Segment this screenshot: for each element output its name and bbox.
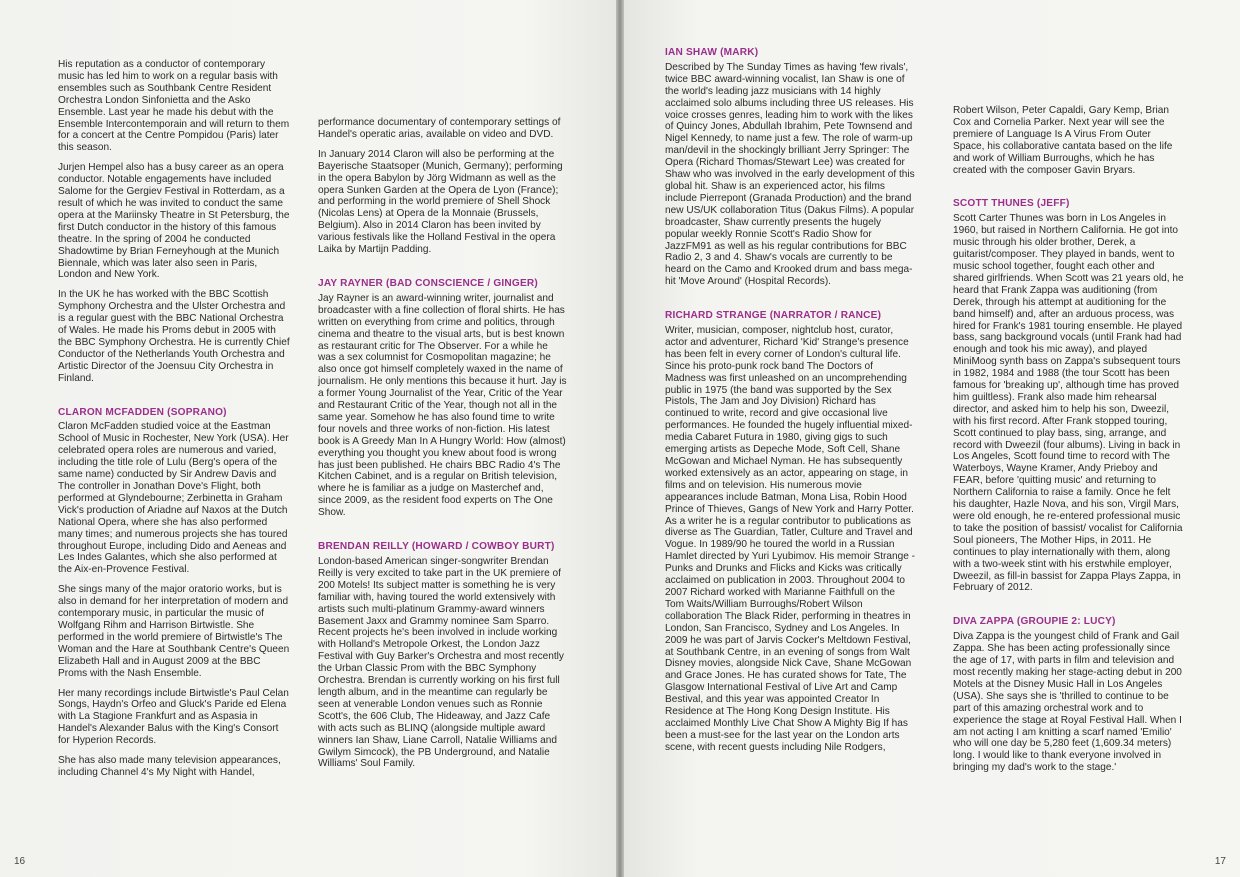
body-paragraph: She sings many of the major oratorio works, but is also in demand for her interpretation of modern and contemporary music, in particular the music of Wolfgang Rihm and Harrison Birtwistle. She performed in the world premiere of Birtwistle's The Woman and the Hare at Southbank Centre's Queen Elizabeth Hall and in August 2009 at the BBC Proms with the Nash Ensemble. — [58, 584, 290, 679]
body-paragraph: performance documentary of contemporary settings of Handel's operatic arias, available on video and DVD. — [318, 117, 561, 140]
page-number-right: 17 — [1214, 856, 1226, 867]
body-paragraph: His reputation as a conductor of contemporary music has led him to work on a regular basis with ensembles such as Southbank Centre Resident Orchestra London Sinfonietta and the Asko Ensemble. Last year he made his debut with the Ensemble Intercontemporain and will return to them for a concert at the Centre Pompidou (Paris) later this season. — [58, 59, 290, 154]
body-paragraph: Diva Zappa is the youngest child of Frank and Gail Zappa. She has been acting professionally since the age of 17, with parts in film and television and most recently making her stage-acting debut in 200 Motels at the Disney Music Hall in Los Angeles (USA). She says she is 'thrilled to continue to be part of this amazing orchestral work and to experience the stage at Royal Festival Hall. When I am not acting I am knitting a scarf named 'Emilio' who will one day be 5,280 feet (1,609.34 meters) long. I would like to thank everyone involved in bringing my dad's work to the stage.' — [953, 631, 1182, 774]
section-spacer — [953, 602, 1185, 616]
body-paragraph: Jurjen Hempel also has a busy career as an opera conductor. Notable engagements have included Salome for the Gergiev Festival in Rotterdam, as a result of which he was invited to conduct the same opera at the Mariinsky Theatre in St Petersburg, the first Dutch conductor in the history of this famous theatre. In the spring of 2004 he conducted Shadowtime by Brian Ferneyhough at the Munich Biennale, which was later also seen in Paris, London and New York. — [58, 162, 290, 281]
body-paragraph: She has also made many television appearances, including Channel 4's My Night with Handel, — [58, 755, 281, 778]
body-paragraph: In January 2014 Claron will also be performing at the Bayerische Staatsoper (Munich, Germany); performing in the opera Babylon by Jörg Widmann as well as the opera Sunken Garden at the Opera de Lyon (France); and performing in the world premiere of Shell Shock (Nicolas Lens) at Opera de la Monnaie (Brussels, Belgium). Also in 2014 Claron has been invited by various festivals like the Holland Festival in the opera Laika by Martijn Padding. — [318, 148, 563, 256]
body-paragraph: Her many recordings include Birtwistle's Paul Celan Songs, Haydn's Orfeo and Gluck's Paride ed Elena with La Stagione Frankfurt and as Aspasia in Handel's Alexander Balus with the King's Consort for Hyperion Records. — [58, 687, 289, 747]
body-paragraph: Jay Rayner is an award-winning writer, journalist and broadcaster with a fine collection of floral shirts. He has written on everything from crime and politics, through cinema and theatre to the visual arts, but is best known as restaurant critic for The Observer. For a while he was a sex columnist for Cosmopolitan magazine; he also once got himself completely waxed in the name of journalism. He only mentions this because it hurt. Jay is a former Young Journalist of the Year, Critic of the Year and Restaurant Critic of the Year, though not all in the same year. Somehow he has also found time to write four novels and three works of non-fiction. His latest book is A Greedy Man In A Hungry World: How (almost) everything you thought you knew about food is wrong has just been published. He chairs BBC Radio 4's The Kitchen Cabinet, and is a regular on British television, where he is familiar as a judge on Masterchef and, since 2009, as the resident food experts on The One Show. — [318, 292, 567, 519]
section-spacer — [318, 527, 568, 541]
section-heading: DIVA ZAPPA (GROUPIE 2: LUCY) — [953, 616, 1116, 628]
body-paragraph: Writer, musician, composer, nightclub host, curator, actor and adventurer, Richard 'Kid' Strange's presence has been felt in every corner of London's cultural life. Since his proto-punk rock band The Doctors of Madness was first unleashed on an uncomprehending public in 1975 (the band was supported by the Sex Pistols, The Jam and Joy Division) Richard has continued to write, record and give occasional live performances. He founded the hugely influential mixed-media Cabaret Futura in 1980, giving gigs to such emerging artists as Depeche Mode, Soft Cell, Shane McGowan and Michael Nyman. He has subsequently worked extensively as an actor, appearing on stage, in films and on television. His numerous movie appearances include Batman, Mona Lisa, Robin Hood Prince of Thieves, Gangs of New York and Harry Potter. As a writer he is a regular contributor to publications as diverse as The Guardian, Tatler, Culture and Travel and Vogue. In 1989/90 he toured the world in a Russian Hamlet directed by Yuri Lyubimov. His memoir Strange - Punks and Drunks and Flicks and Kicks was critically acclaimed on publication in 2003. Throughout 2004 to 2007 Richard worked with Marianne Faithfull on the Tom Waits/William Burroughs/Robert Wilson collaboration The Black Rider, performing in theatres in London, San Francisco, Sydney and Los Angeles. In 2009 he was part of Jarvis Cocker's Meltdown Festival, at Southbank Centre, in an evening of songs from Walt Disney movies, alongside Nick Cave, Shane McGowan and Grace Jones. He has curated shows for Tate, The Glasgow International Festival of Live Art and Camp Bestival, and this year was appointed Creator In Residence at The Hong Kong Design Institute. His acclaimed Monthly Live Chat Show A Mighty Big If has been a must-see for the last year on the London arts scene, with recent guests including Nile Rodgers, — [665, 325, 916, 753]
left-column-1 — [58, 59, 290, 787]
body-paragraph: Described by The Sunday Times as having 'few rivals', twice BBC award-winning vocalist, Ian Shaw is one of the world's leading jazz musicians with 14 highly acclaimed solo albums including three US releases. His voice crosses genres, leading him to work with the likes of Quincy Jones, Abdullah Ibrahim, Pete Townsend and Nigel Kennedy, to name just a few. The role of warm-up man/devil in the shockingly brilliant Jerry Springer: The Opera (Richard Thomas/Stewart Lee) was created for Shaw who was involved in the early development of this global hit. Shaw is an experienced actor, his films include Pierrepont (Granada Production) and the brand new US/UK collaboration Titus (Dakus Films). A popular broadcaster, Shaw currently presents the hugely popular weekly Ronnie Scott's Radio Show for JazzFM91 as well as his regular contributions for BBC Radio 2, 3 and 4. Shaw's vocals are currently to be heard on the Camo and Krooked drum and bass mega-hit 'Move Around' (Hospital Records). — [665, 61, 915, 288]
section-spacer — [58, 393, 290, 407]
section-heading: BRENDAN REILLY (HOWARD / COWBOY BURT) — [318, 541, 555, 553]
section-heading: SCOTT THUNES (JEFF) — [953, 198, 1070, 210]
section-heading: IAN SHAW (MARK) — [665, 47, 759, 58]
section-heading: JAY RAYNER (BAD CONSCIENCE / GINGER) — [318, 277, 538, 289]
right-column-1 — [665, 47, 915, 762]
book-gutter — [616, 0, 624, 877]
section-heading: CLARON MCFADDEN (SOPRANO) — [58, 406, 227, 418]
right-column-2 — [953, 105, 1185, 782]
section-spacer — [953, 184, 1185, 198]
left-column-2 — [318, 117, 568, 778]
page-left — [0, 0, 616, 877]
page-right — [624, 0, 1240, 877]
body-paragraph: Scott Carter Thunes was born in Los Angeles in 1960, but raised in Northern California. He got into music through his older brother, Derek, a guitarist/composer. They played in bands, went to music school together, fought each other and shared girlfriends. When Scott was 21 years old, he heard that Frank Zappa was auditioning (from Derek, through his attempt at auditioning for the band himself) and, after an arduous process, was hired for Frank's 1981 touring ensemble. He played bass, sang background vocals (until Frank had had enough and took his mic away), and played MiniMoog synth bass on Zappa's subsequent tours in 1982, 1984 and 1988 (the tour Scott has been famous for 'breaking up', although time has proved him guiltless). Frank also made him rehearsal director, and asked him to help his son, Dweezil, with his first record. After Frank stopped touring, Scott continued to play bass, sing, arrange, and record with Dweezil (four albums). Living in back in Los Angeles, Scott found time to record with The Waterboys, Wayne Kramer, Andy Prieboy and FEAR, before 'quitting music' and returning to Northern California to raise a family. Once he felt his daughter, Hazle Nova, and his son, Virgil Mars, were old enough, he re-entered professional music to take the position of bassist/ vocalist for California Soul pioneers, The Mother Hips, in 2011. He continues to play internationally with them, along with a two-week stint with his erstwhile employer, Dweezil, as fill-in bassist for Zappa Plays Zappa, in February of 2012. — [953, 213, 1184, 594]
page-number-left: 16 — [14, 856, 26, 867]
body-paragraph: London-based American singer-songwriter Brendan Reilly is very excited to take part in the UK premiere of 200 Motels! Its subject matter is something he is very familiar with, having toured the world extensively with artists such multi-platinum Grammy-award winners Basement Jaxx and Grammy nominee Sam Sparro. Recent projects he's been involved in include working with Holland's Metropole Orkest, the London Jazz Festival with Guy Barker's Orchestra and most recently the Urban Classic Prom with the BBC Symphony Orchestra. Brendan is currently working on his first full length album, and in the meantime can regularly be seen at venerable London venues such as Ronnie Scott's, the 606 Club, The Hideaway, and Jazz Cafe with acts such as BLINQ (alongside multiple award winners Ian Shaw, Liane Carroll, Natalie Williams and Gwilym Simcock), the PB Underground, and Natalie Williams' Soul Family. — [318, 556, 564, 770]
body-paragraph: Claron McFadden studied voice at the Eastman School of Music in Rochester, New York (USA). Her celebrated opera roles are numerous and varied, including the title role of Lulu (Berg's opera of the same name) conducted by Sir Andrew Davis and The controller in Jonathan Dove's Flight, both performed at Glyndebourne; Zerbinetta in Graham Vick's production of Ariadne auf Naxos at the Dutch National Opera, where she has also performed many times; and numerous projects she has toured throughout Europe, including Dido and Aeneas and Les Indes Galantes, which she also performed at the Aix-en-Provence Festival. — [58, 421, 289, 576]
body-paragraph: Robert Wilson, Peter Capaldi, Gary Kemp, Brian Cox and Cornelia Parker. Next year will see the premiere of Language Is A Virus From Outer Space, his collaborative cantata based on the life and work of William Burroughs, which he has created with the composer Gavin Bryars. — [953, 105, 1173, 176]
section-heading: RICHARD STRANGE (NARRATOR / RANCE) — [665, 310, 882, 322]
section-spacer — [665, 296, 915, 310]
section-spacer — [318, 264, 568, 278]
body-paragraph: In the UK he has worked with the BBC Scottish Symphony Orchestra and the Ulster Orchestra and is a regular guest with the BBC National Orchestra of Wales. He made his Proms debut in 2005 with the BBC Symphony Orchestra. He is currently Chief Conductor of the Netherlands Youth Orchestra and Artistic Director of the Joensuu City Orchestra in Finland. — [58, 289, 290, 384]
